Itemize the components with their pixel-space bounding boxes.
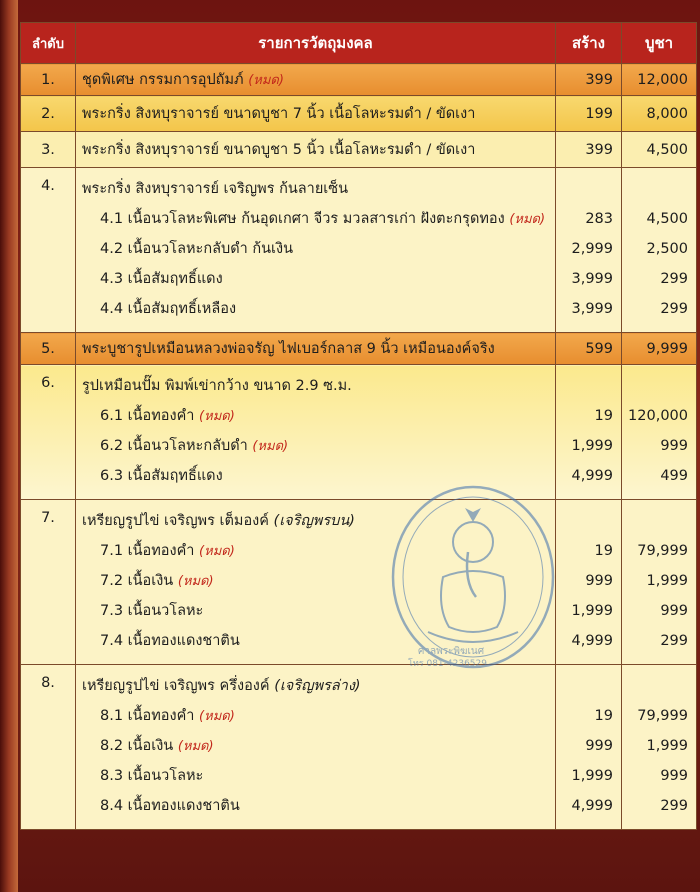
group-title: รูปเหมือนปั๊ม พิมพ์เข่ากว้าง ขนาด 2.9 ซ.ม. (82, 378, 352, 394)
sold-out-label: (หมด) (509, 212, 546, 227)
row-item (76, 365, 556, 500)
row-item: พระกริ่ง สิงหบุราจารย์ ขนาดบูชา 7 นิ้ว เนื้อโลหะรมดำ / ขัดเงา (76, 96, 556, 132)
row-number: 2. (21, 96, 76, 132)
row-price: 9,999 (622, 333, 697, 365)
row-price: 12,000 (622, 64, 697, 96)
sub-item: 4.2 เนื้อนวโลหะกลับดำ ก้นเงิน (100, 241, 293, 257)
row-made: 19 999 1,999 4,999 (556, 665, 622, 830)
header-order: ลำดับ (21, 23, 76, 64)
row-item: พระบูชารูปเหมือนหลวงพ่อจรัญ ไฟเบอร์กลาส 9 นิ้ว เหมือนองค์จริง (76, 333, 556, 365)
row-made: 283 2,999 3,999 3,999 (556, 168, 622, 333)
sub-item: 4.4 เนื้อสัมฤทธิ์เหลือง (100, 301, 237, 317)
sub-item: 8.4 เนื้อทองแดงชาติน (100, 798, 240, 814)
table-row (21, 132, 697, 168)
row-number: 6. (21, 365, 76, 500)
table-row (21, 365, 697, 500)
group-title: เหรียญรูปไข่ เจริญพร เต็มองค์ (เจริญพรบน) (82, 513, 355, 529)
row-made: 399 (556, 132, 622, 168)
row-item (76, 500, 556, 665)
row-item: พระกริ่ง สิงหบุราจารย์ ขนาดบูชา 5 นิ้ว เนื้อโลหะรมดำ / ขัดเงา (76, 132, 556, 168)
row-item (76, 665, 556, 830)
row-price: 4,500 2,500 299 299 (622, 168, 697, 333)
sub-item: 7.1 เนื้อทองคำ (หมด) (100, 543, 235, 559)
row-number: 5. (21, 333, 76, 365)
sold-out-label: (หมด) (199, 709, 235, 724)
sub-item: 7.4 เนื้อทองแดงชาติน (100, 633, 240, 649)
group-title: เหรียญรูปไข่ เจริญพร ครึ่งองค์ (เจริญพรล่าง) (82, 678, 361, 694)
sub-item: 6.3 เนื้อสัมฤทธิ์แดง (100, 468, 223, 484)
sub-item: 6.2 เนื้อนวโลหะกลับดำ (หมด) (100, 438, 289, 454)
table-header (21, 23, 697, 64)
sub-item: 7.3 เนื้อนวโลหะ (100, 603, 204, 619)
group-title: พระกริ่ง สิงหบุราจารย์ เจริญพร ก้นลายเซ็น (82, 181, 349, 197)
table-row (21, 168, 697, 333)
table-row (21, 64, 697, 96)
table-row (21, 96, 697, 132)
row-number: 7. (21, 500, 76, 665)
row-number: 1. (21, 64, 76, 96)
row-number: 3. (21, 132, 76, 168)
row-price: 79,999 1,999 999 299 (622, 665, 697, 830)
table-row (21, 500, 697, 665)
sub-item: 7.2 เนื้อเงิน (หมด) (100, 573, 214, 589)
row-made: 599 (556, 333, 622, 365)
header-price: บูชา (622, 23, 697, 64)
row-price: 8,000 (622, 96, 697, 132)
sold-out-label: (หมด) (248, 73, 284, 88)
sub-item: 8.1 เนื้อทองคำ (หมด) (100, 708, 235, 724)
header-item: รายการวัตถุมงคล (76, 23, 556, 64)
row-price: 120,000 999 499 (622, 365, 697, 500)
sold-out-label: (หมด) (177, 739, 214, 754)
row-made: 399 (556, 64, 622, 96)
sub-item: 8.3 เนื้อนวโลหะ (100, 768, 204, 784)
decorative-border (0, 0, 18, 892)
stamp-text: ศาลพระพิฆเนศ (418, 646, 485, 657)
sold-out-label: (หมด) (252, 439, 289, 454)
row-made: 199 (556, 96, 622, 132)
sold-out-label: (หมด) (199, 409, 235, 424)
sub-item: 6.1 เนื้อทองคำ (หมด) (100, 408, 235, 424)
header-made: สร้าง (556, 23, 622, 64)
row-number: 8. (21, 665, 76, 830)
sold-out-label: (หมด) (177, 574, 214, 589)
table-row (21, 333, 697, 365)
sub-item: 4.1 เนื้อนวโลหะพิเศษ ก้นอุดเกศา จีวร มวลสารเก่า ฝังตะกรุดทอง (หมด) (100, 211, 546, 227)
sub-item: 4.3 เนื้อสัมฤทธิ์แดง (100, 271, 223, 287)
sub-item: 8.2 เนื้อเงิน (หมด) (100, 738, 214, 754)
row-item (76, 168, 556, 333)
row-item: ชุดพิเศษ กรรมการอุปถัมภ์ (หมด) (76, 64, 556, 96)
sold-out-label: (หมด) (199, 544, 235, 559)
row-price: 79,999 1,999 999 299 (622, 500, 697, 665)
row-made: 19 1,999 4,999 (556, 365, 622, 500)
row-price: 4,500 (622, 132, 697, 168)
stamp-phone: โทร 081-4236529 (408, 659, 487, 669)
row-number: 4. (21, 168, 76, 333)
row-made: 19 999 1,999 4,999 (556, 500, 622, 665)
table-row (21, 665, 697, 830)
amulet-price-table (20, 22, 697, 830)
